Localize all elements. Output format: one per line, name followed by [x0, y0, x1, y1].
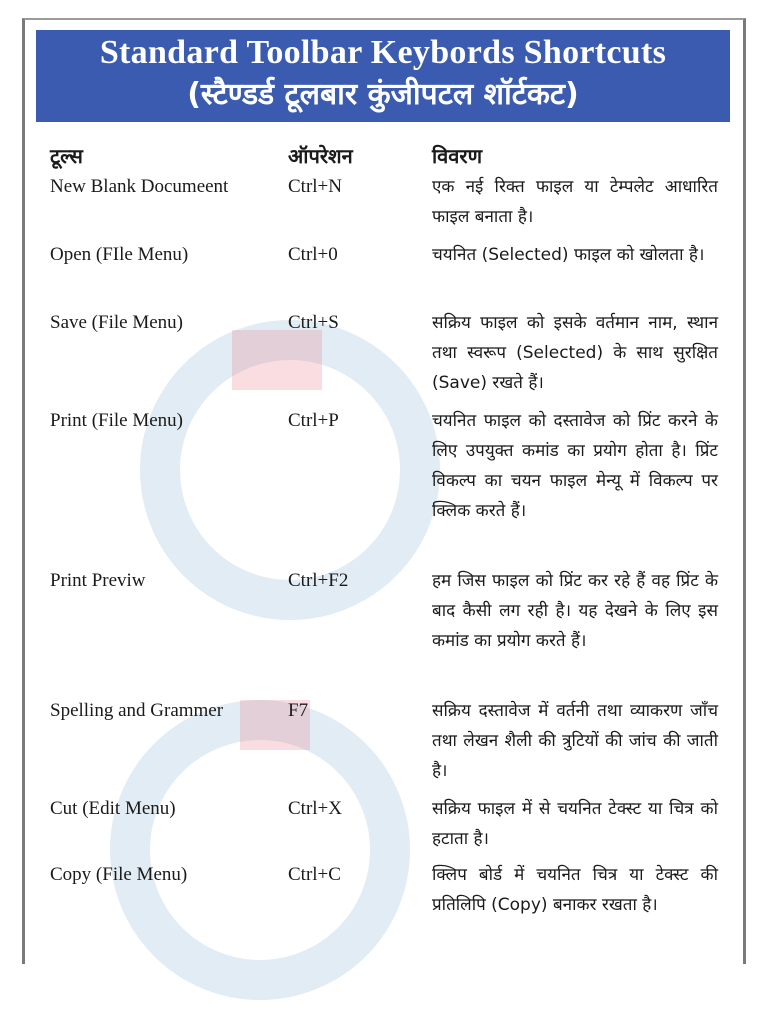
shortcut-key: Ctrl+F2 — [288, 570, 349, 591]
shortcuts-table — [50, 142, 730, 915]
tool-description: चयनित फाइल को दस्तावेज को प्रिंट करने के लिए उपयुक्त कमांड का प्रयोग होता है। प्रिंट विकल्प का चयन फाइल मेन्यू में विकल्प पर क्लिक करते हैं। — [432, 411, 718, 521]
tool-name: Cut (Edit Menu) — [50, 798, 176, 819]
tool-name: Print Previw — [50, 570, 146, 591]
tool-description: सक्रिय फाइल में से चयनित टेक्स्ट या चित्र को हटाता है। — [432, 799, 718, 849]
shortcut-key: Ctrl+N — [288, 176, 342, 197]
table-row — [50, 406, 730, 562]
shortcut-key: Ctrl+C — [288, 864, 341, 885]
shortcut-key: Ctrl+0 — [288, 244, 338, 265]
title-banner — [36, 30, 730, 122]
tool-name: Spelling and Grammer — [50, 700, 224, 721]
title-hindi: (स्टैण्डर्ड टूलबार कुंजीपटल शॉर्टकट) — [187, 77, 579, 112]
table-row — [50, 794, 730, 860]
shortcut-key: Ctrl+X — [288, 798, 342, 819]
tool-name: Print (File Menu) — [50, 410, 183, 431]
table-row — [50, 172, 730, 238]
tool-name: Save (File Menu) — [50, 312, 183, 333]
table-row — [50, 566, 730, 692]
header-operation: ऑपरेशन — [288, 144, 353, 168]
tool-description: क्लिप बोर्ड में चयनित चित्र या टेक्स्ट की प्रतिलिपि (Copy) बनाकर रखता है। — [432, 865, 718, 915]
table-row — [50, 240, 730, 306]
tool-description: हम जिस फाइल को प्रिंट कर रहे हैं वह प्रिंट के बाद कैसी लग रही है। यह देखने के लिए इस कमांड का प्रयोग करते हैं। — [432, 571, 718, 651]
table-row — [50, 308, 730, 404]
title-english: Standard Toolbar Keybords Shortcuts — [99, 34, 667, 71]
table-header — [50, 142, 730, 174]
tool-name: Copy (File Menu) — [50, 864, 188, 885]
tool-description: एक नई रिक्त फाइल या टेम्पलेट आधारित फाइल बनाता है। — [432, 177, 718, 227]
table-row — [50, 860, 730, 956]
header-tools: टूल्स — [50, 144, 83, 168]
shortcut-key: Ctrl+S — [288, 312, 339, 333]
shortcut-key: F7 — [288, 700, 309, 721]
tool-description: सक्रिय फाइल को इसके वर्तमान नाम, स्थान तथा स्वरूप (Selected) के साथ सुरक्षित (Save) रखते हैं। — [432, 313, 718, 393]
table-row — [50, 696, 730, 792]
tool-name: Open (FIle Menu) — [50, 244, 189, 265]
header-description: विवरण — [432, 144, 483, 168]
tool-description: चयनित (Selected) फाइल को खोलता है। — [432, 245, 705, 265]
tool-name: New Blank Documeent — [50, 176, 229, 197]
tool-description: सक्रिय दस्तावेज में वर्तनी तथा व्याकरण जाँच तथा लेखन शैली की त्रुटियों की जांच की जाती है। — [432, 701, 718, 781]
shortcut-key: Ctrl+P — [288, 410, 339, 431]
